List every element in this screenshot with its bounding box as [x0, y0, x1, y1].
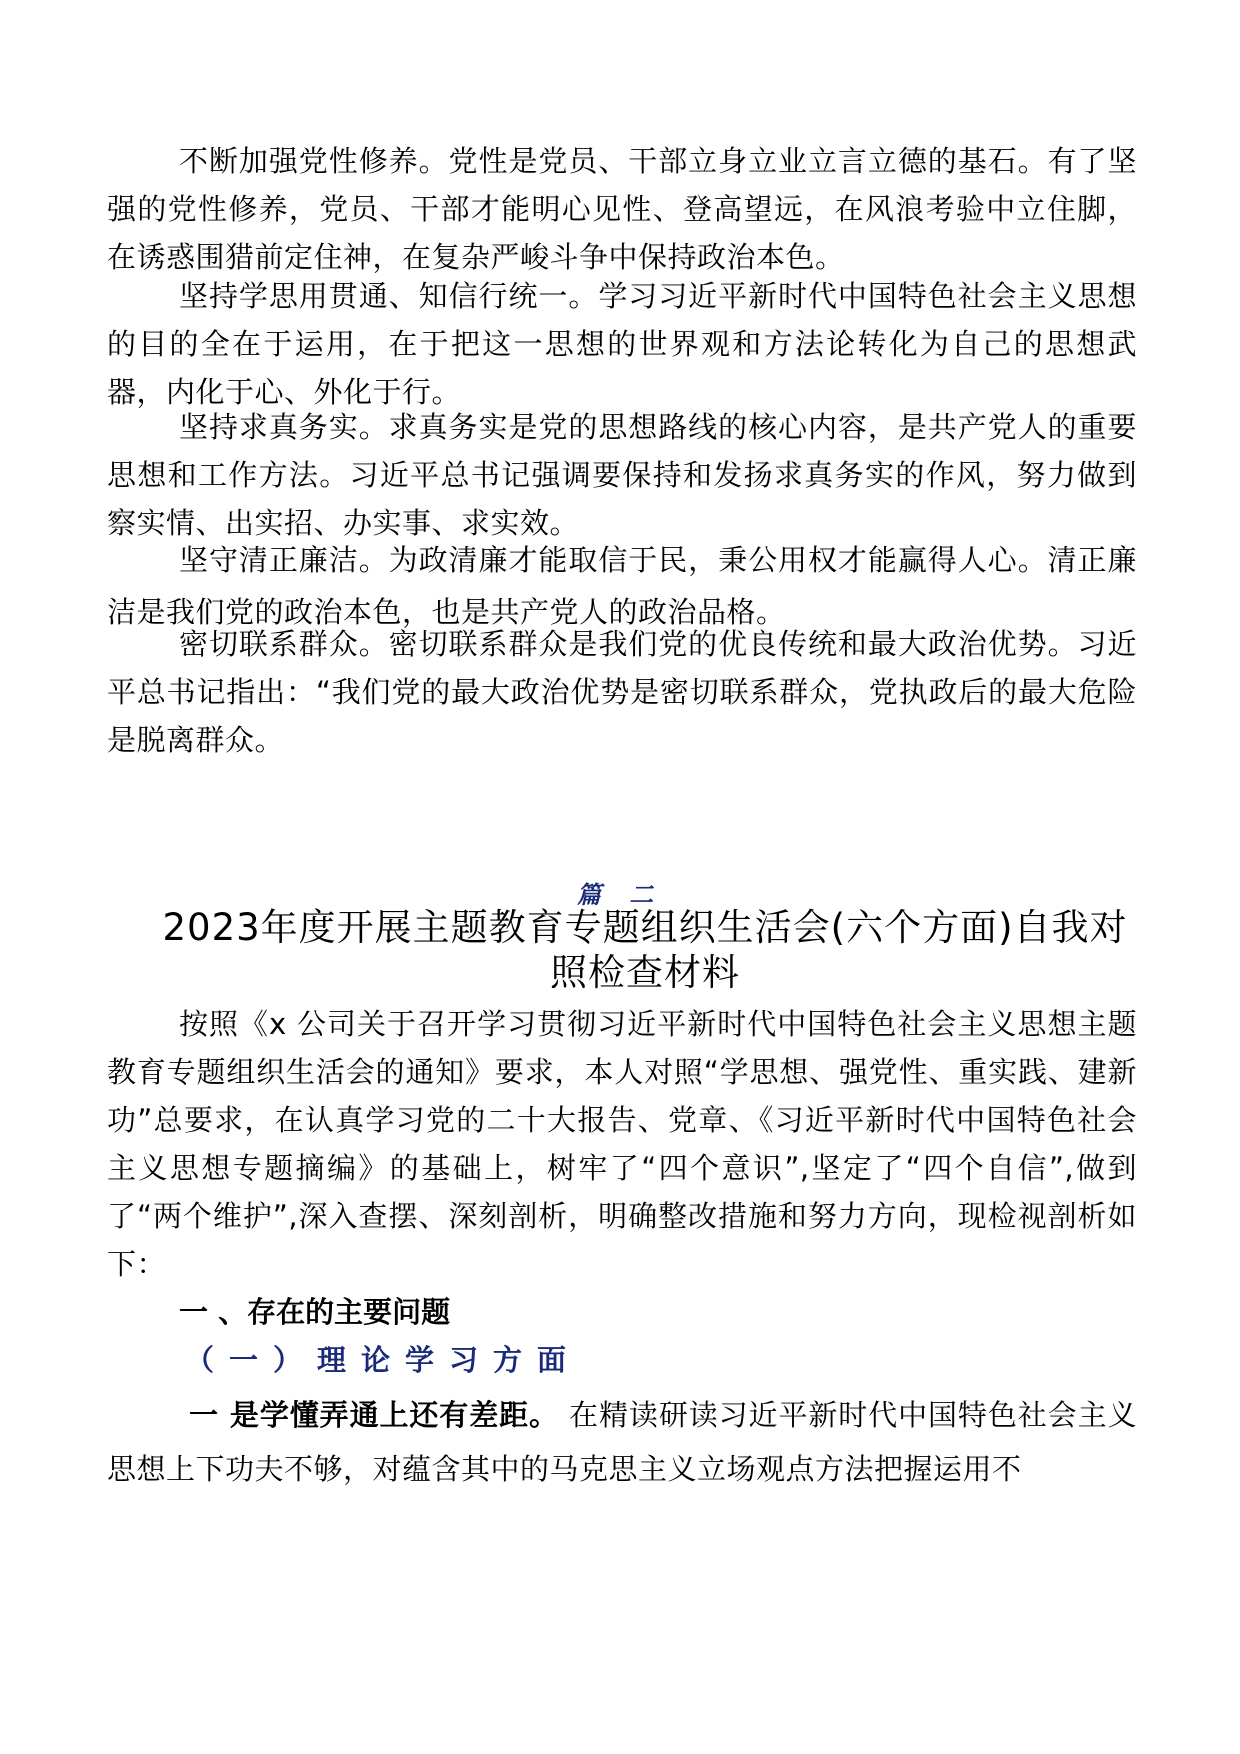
paragraph-integrity: 坚守清正廉洁。为政清廉才能取信于民，秉公用权才能赢得人心。清正廉洁是我们党的政治本色，也是共产党人的政治品格。	[107, 543, 1137, 629]
problem-one-body: 在精读研读习近平新时代中国特色社会主义思想上下功夫不够，对蕴含其中的马克思主义立场观点方法把握运用不	[107, 1398, 1137, 1486]
subsection-heading-theory-study: （一）理论学习方面	[185, 1343, 582, 1377]
section-heading-main-problems: 一 、存在的主要问题	[179, 1295, 451, 1329]
chapter-label: 篇 二	[576, 880, 664, 909]
intro-paragraph: 按照《x 公司关于召开学习贯彻习近平新时代中国特色社会主义思想主题教育专题组织生活会的通知》要求，本人对照“学思想、强党性、重实践、建新功”总要求，在认真学习党的二十大报告、党章、《习近平新时代中国特色社会主义思想专题摘编》的基础上，树牢了“四个意识”,坚定了“四个自信”,做到了“两个维护”,深入查摆、深刻剖析，明确整改措施和努力方向，现检视剖析如下：	[107, 1007, 1137, 1281]
paragraph-mass-line: 密切联系群众。密切联系群众是我们党的优良传统和最大政治优势。习近平总书记指出：“我们党的最大政治优势是密切联系群众，党执政后的最大危险是脱离群众。	[107, 627, 1137, 757]
document-title: 2023年度开展主题教育专题组织生活会(六个方面)自我对照检查材料	[162, 906, 1128, 994]
paragraph-party-spirit: 不断加强党性修养。党性是党员、干部立身立业立言立德的基石。有了坚强的党性修养，党员、干部才能明心见性、登高望远，在风浪考验中立住脚，在诱惑围猎前定住神，在复杂严峻斗争中保持政治本色。	[107, 144, 1137, 274]
paragraph-truth-seeking: 坚持求真务实。求真务实是党的思想路线的核心内容，是共产党人的重要思想和工作方法。习近平总书记强调要保持和发扬求真务实的作风，努力做到察实情、出实招、办实事、求实效。	[107, 410, 1137, 540]
problem-one-lead: 一 是学懂弄通上还有差距。	[189, 1398, 559, 1432]
paragraph-study-apply: 坚持学思用贯通、知信行统一。学习习近平新时代中国特色社会主义思想的目的全在于运用，在于把这一思想的世界观和方法论转化为自己的思想武器，内化于心、外化于行。	[107, 279, 1137, 409]
paragraph-problem-one	[107, 1388, 1137, 1496]
